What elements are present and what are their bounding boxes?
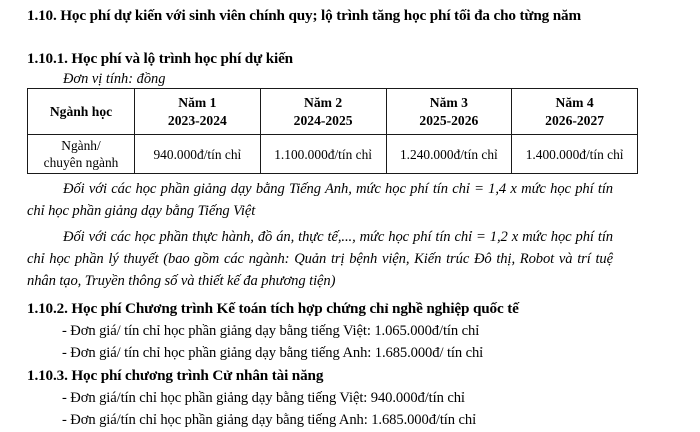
fee-list-1-10-2 [62, 320, 483, 365]
table-header-cell-year-3 [386, 89, 512, 135]
list-item: - Đơn giá/ tín chỉ học phần giảng dạy bằng tiếng Việt: 1.065.000đ/tín chỉ [62, 323, 480, 339]
section-heading-1-10-2: 1.10.2. Học phí Chương trình Kế toán tích hợp chứng chỉ nghề nghiệp quốc tế [27, 300, 519, 317]
table-header [28, 89, 638, 135]
note-paragraph-english-multiplier: Đối với các học phần giảng dạy bằng Tiếng Anh, mức học phí tín chỉ = 1,4 x mức học phí tín chỉ học phần giảng dạy bằng Tiếng Việt [27, 180, 613, 219]
list-item: - Đơn giá/tín chỉ học phần giảng dạy bằng tiếng Anh: 1.685.000đ/tín chỉ [62, 412, 477, 429]
table-header-program-label: Ngành học [49, 103, 113, 119]
fee-list-1-10-3 [62, 387, 476, 432]
table-body [28, 135, 638, 174]
table-cell-fee-year-3: 1.240.000đ/tín chỉ [386, 135, 512, 174]
table-row [28, 135, 638, 174]
table-header-year-1-label: Năm 1 [178, 95, 217, 110]
table-header-year-3-label: Năm 3 [429, 95, 468, 110]
table-cell-fee-year-2: 1.100.000đ/tín chỉ [260, 135, 386, 174]
table-header-cell-program [28, 89, 135, 135]
list-item: - Đơn giá/tín chỉ học phần giảng dạy bằng tiếng Việt: 940.000đ/tín chỉ [62, 390, 465, 406]
section-heading-1-10-1: 1.10.1. Học phí và lộ trình học phí dự kiến [27, 50, 293, 67]
list-item: - Đơn giá/ tín chỉ học phần giảng dạy bằng tiếng Anh: 1.685.000đ/ tín chỉ [62, 345, 484, 362]
table-header-year-2-range: 2024-2025 [293, 112, 353, 128]
table-header-year-4-label: Năm 4 [555, 95, 594, 110]
table-cell-program-label [28, 135, 135, 174]
table-header-cell-year-2 [260, 89, 386, 135]
table-cell-fee-year-4: 1.400.000đ/tín chỉ [512, 135, 638, 174]
table-header-cell-year-1 [135, 89, 261, 135]
program-label-line-2: chuyên ngành [43, 155, 119, 170]
table-header-year-1-range: 2023-2024 [167, 112, 227, 128]
section-heading-1-10-3: 1.10.3. Học phí chương trình Cử nhân tài năng [27, 367, 324, 384]
program-label-line-1: Ngành/ [61, 138, 101, 153]
table-header-year-4-range: 2026-2027 [545, 112, 605, 128]
tuition-fee-table [27, 88, 638, 174]
table-cell-fee-year-1: 940.000đ/tín chỉ [135, 135, 261, 174]
table-header-year-3-range: 2025-2026 [419, 112, 479, 128]
section-heading-1-10: 1.10. Học phí dự kiến với sinh viên chính quy; lộ trình tăng học phí tối đa cho từng năm [27, 7, 581, 24]
table-header-cell-year-4 [512, 89, 638, 135]
table-header-year-2-label: Năm 2 [304, 95, 343, 110]
unit-of-measure-note: Đơn vị tính: đồng [63, 71, 166, 87]
table-header-row [28, 89, 638, 135]
note-paragraph-practical-multiplier: Đối với các học phần thực hành, đồ án, thực tế,..., mức học phí tín chỉ = 1,2 x mức học phí tín chỉ học phần lý thuyết (bao gồm các ngành: Quản trị bệnh viện, Kiến trúc Đô thị, Robot và trí tuệ nhân tạo, Truyền thông số và thiết kế đa phương tiện) [27, 228, 613, 290]
